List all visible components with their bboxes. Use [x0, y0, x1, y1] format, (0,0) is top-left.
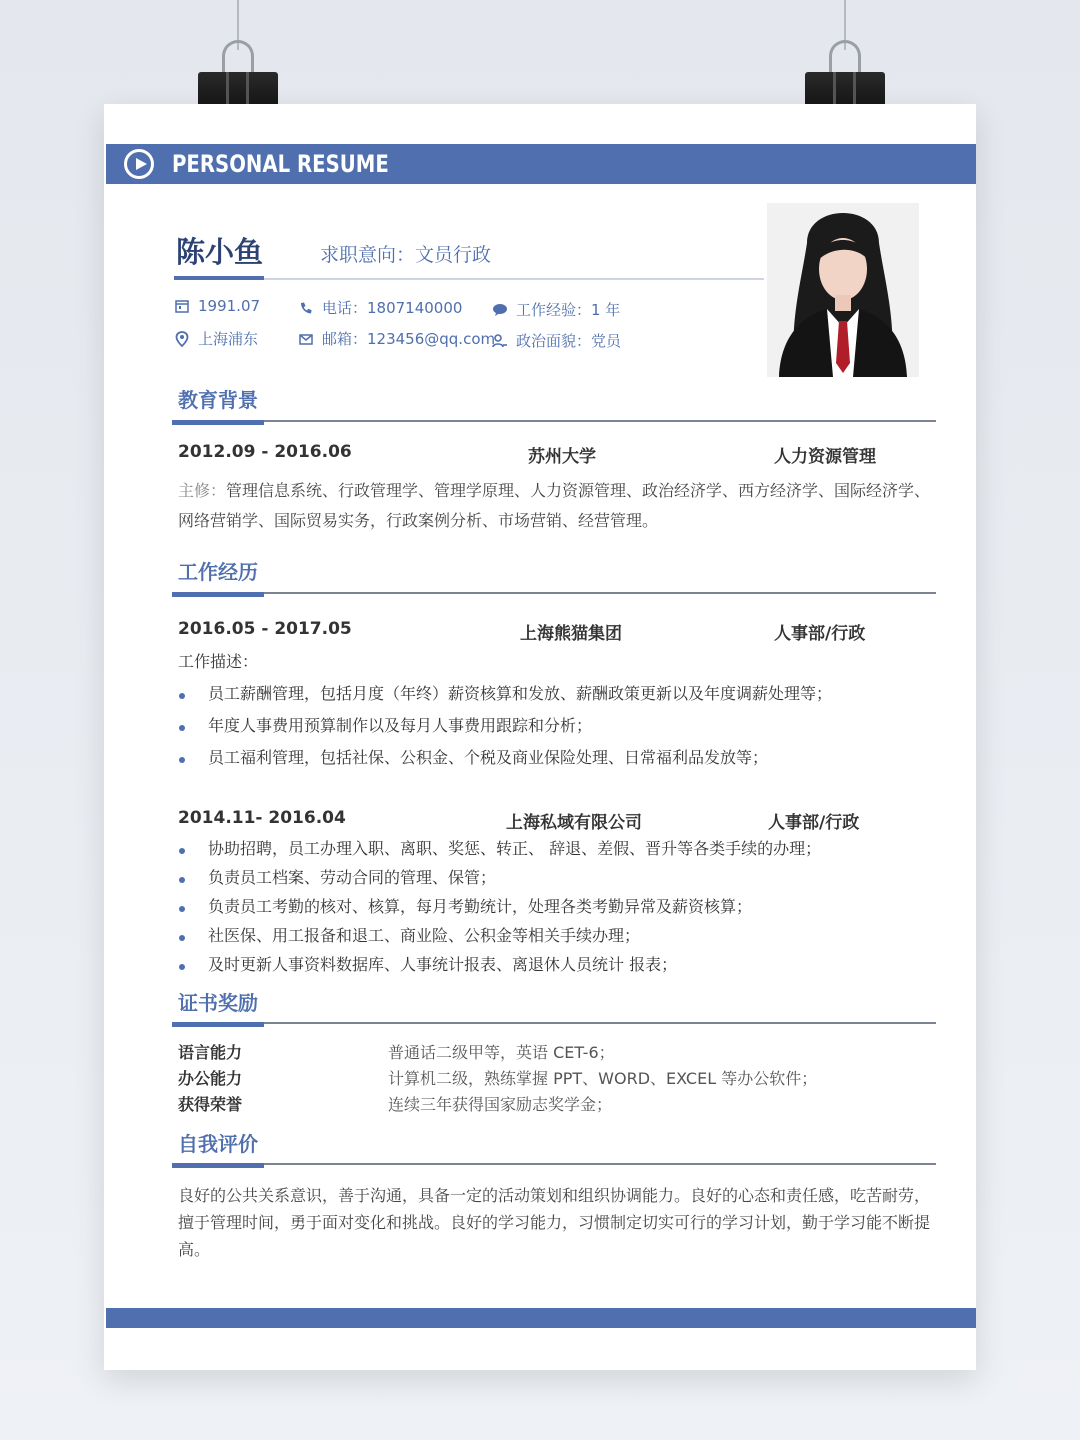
email-info: [298, 328, 495, 349]
list-item: 及时更新人事资料数据库、人事统计报表、离退休人员统计 报表；: [178, 950, 821, 979]
work-accent: [172, 592, 264, 597]
job2-dept: 人事部/行政: [768, 813, 860, 833]
name-divider: [264, 278, 764, 280]
job2-period: 2014.11- 2016.04: [178, 808, 346, 828]
job1-duties: [178, 678, 832, 774]
list-item: 员工薪酬管理，包括月度（年终）薪资核算和发放、薪酬政策更新以及年度调薪处理等；: [178, 678, 832, 710]
list-item: 负责员工考勤的核对、核算，每月考勤统计，处理各类考勤异常及薪资核算；: [178, 892, 821, 921]
list-item: 年度人事费用预算制作以及每月人事费用跟踪和分析；: [178, 710, 832, 742]
resume-footer-bar: [106, 1308, 976, 1328]
job1-dept: 人事部/行政: [774, 624, 866, 644]
birth-value: 1991.07: [198, 297, 261, 315]
email-value: 邮箱：123456@qq.com: [322, 330, 496, 348]
cert-value: 普通话二级甲等，英语 CET-6；: [388, 1043, 615, 1062]
play-circle-icon: [124, 149, 154, 179]
politics-info: [492, 330, 621, 351]
certs-divider: [172, 1022, 936, 1024]
cert-row-language: [178, 1040, 615, 1063]
job-target: 求职意向：文员行政: [320, 244, 492, 266]
self-accent: [172, 1163, 264, 1168]
calendar-icon: [174, 298, 190, 314]
education-accent: [172, 420, 264, 425]
name-underline: [174, 276, 264, 280]
banner-title: PERSONAL RESUME: [172, 150, 389, 178]
education-major: 人力资源管理: [774, 447, 876, 467]
job1-desc-label: 工作描述：: [178, 652, 259, 671]
resume-paper: [104, 104, 976, 1370]
job1-period: 2016.05 - 2017.05: [178, 619, 352, 639]
courses-text: 管理信息系统、行政管理学、管理学原理、人力资源管理、政治经济学、西方经济学、国际经济学、网络营销学、国际贸易实务，行政案例分析、市场营销、经营管理。: [178, 481, 931, 530]
courses-label: 主修：: [178, 481, 227, 500]
self-divider: [172, 1163, 936, 1165]
job1-company: 上海熊猫集团: [520, 624, 622, 644]
location-info: [174, 328, 258, 349]
chat-bubble-icon: [492, 302, 508, 318]
cert-row-honor: [178, 1092, 612, 1115]
cert-row-office: [178, 1066, 817, 1089]
experience-info: [492, 299, 620, 320]
certs-title: 证书奖励: [178, 991, 258, 1015]
list-item: 员工福利管理，包括社保、公积金、个税及商业保险处理、日常福利品发放等；: [178, 742, 832, 774]
location-pin-icon: [174, 331, 190, 347]
cert-value: 计算机二级，熟练掌握 PPT、WORD、EXCEL 等办公软件；: [388, 1069, 818, 1088]
list-item: 协助招聘，员工办理入职、离职、奖惩、转正、 辞退、差假、晋升等各类手续的办理；: [178, 834, 821, 863]
user-icon: [492, 333, 508, 349]
cert-key: 办公能力: [178, 1069, 243, 1088]
phone-info: [298, 297, 462, 318]
list-item: 负责员工档案、劳动合同的管理、保管；: [178, 863, 821, 892]
candidate-name: 陈小鱼: [176, 235, 264, 269]
birth-info: [174, 297, 260, 315]
phone-icon: [298, 300, 314, 316]
resume-banner: [106, 144, 976, 184]
cert-key: 语言能力: [178, 1043, 243, 1062]
education-divider: [172, 420, 936, 422]
cert-value: 连续三年获得国家励志奖学金；: [388, 1095, 613, 1114]
self-title: 自我评价: [178, 1132, 258, 1156]
politics-value: 政治面貌：党员: [516, 332, 622, 350]
certs-accent: [172, 1022, 264, 1027]
list-item: 社医保、用工报备和退工、商业险、公积金等相关手续办理；: [178, 921, 821, 950]
education-school: 苏州大学: [528, 447, 596, 467]
job2-duties: [178, 834, 821, 979]
work-title: 工作经历: [178, 560, 258, 584]
phone-value: 电话：1807140000: [322, 299, 463, 317]
self-text: 良好的公共关系意识，善于沟通，具备一定的活动策划和组织协调能力。良好的心态和责任感，吃苦耐劳，擅于管理时间，勇于面对变化和挑战。良好的学习能力，习惯制定切实可行的学习计划，勤于学习能不断提高。: [178, 1186, 931, 1259]
education-courses: [178, 476, 934, 536]
location-value: 上海浦东: [198, 330, 259, 348]
work-divider: [172, 592, 936, 594]
profile-photo: [767, 203, 919, 377]
job2-company: 上海私域有限公司: [506, 813, 642, 833]
education-title: 教育背景: [178, 388, 258, 412]
mail-icon: [298, 331, 314, 347]
cert-key: 获得荣誉: [178, 1095, 243, 1114]
experience-value: 工作经验：1 年: [516, 301, 621, 319]
education-period: 2012.09 - 2016.06: [178, 442, 352, 462]
